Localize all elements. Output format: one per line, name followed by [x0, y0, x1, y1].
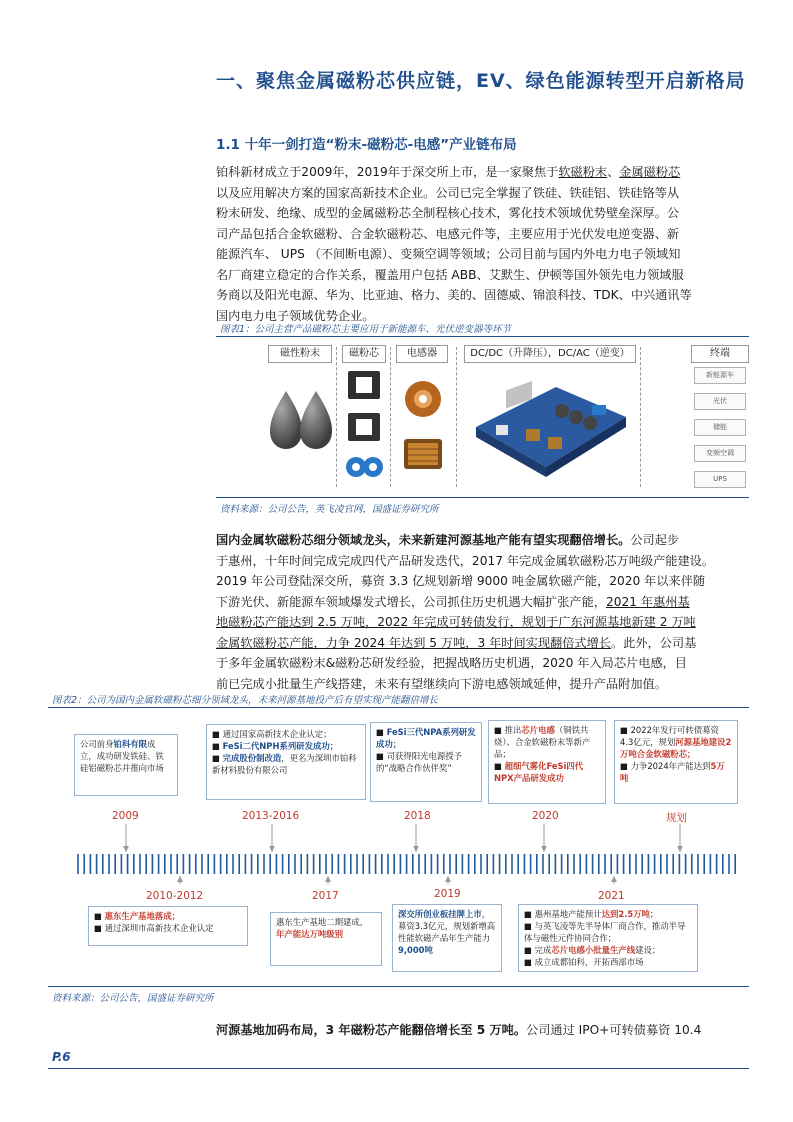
timeline-arrow — [413, 846, 419, 852]
box-text: 通过深圳市高新技术企业认定 — [104, 923, 214, 933]
box-text: 与英飞凌等先半导体厂商合作，推动半导体与磁性元件协同合作； — [524, 921, 686, 943]
para2-text: 于多年金属软磁粉末&磁粉芯研发经验，把握战略历史机遇，2020 年入局芯片电感，目 — [216, 656, 687, 670]
terminal-ev: 新能源车 — [694, 367, 746, 384]
intro-paragraph — [216, 162, 749, 326]
paragraph-2 — [216, 530, 749, 694]
box-text: FeSi二代NPH系列研发成功； — [222, 741, 339, 751]
box-text: 年产能达万吨级 — [276, 929, 335, 939]
header-dcdc: DC/DC（升降压），DC/AC（逆变） — [464, 345, 636, 363]
box-text: 铂科有限 — [113, 739, 147, 749]
divider — [48, 986, 749, 987]
box-text: 司获得阳光电源授予的“战略合作伙伴奖” — [376, 751, 462, 773]
box-text: 芯片电感小批量生产线 — [551, 945, 636, 955]
para2-text: 前已完成小批量生产线搭建，未来有望继续向下游电感领域延伸，提升产品附加值。 — [216, 676, 667, 691]
year-label: 2009 — [112, 810, 139, 822]
intro-text: 软磁粉末 — [558, 165, 608, 179]
box-text: 深交所创业板挂牌上市 — [398, 909, 482, 919]
box-text: 别 — [334, 929, 343, 939]
section-heading: 一、聚焦金属磁粉芯供应链，EV、绿色能源转型开启新格局 — [216, 70, 746, 92]
year-label: 2018 — [404, 810, 431, 822]
circuit-board-image — [466, 367, 634, 485]
timeline-axis — [48, 824, 758, 884]
para3-bold: 河源基地加码布局，3 年磁粉芯产能翻倍增长至 5 万吨。 — [216, 1023, 527, 1037]
timeline-arrow — [445, 876, 451, 882]
intro-text: 名厂商建立稳定的合作关系，覆盖用户包括 ABB、艾默生、伊顿等国外领先电力领域服 — [216, 267, 684, 282]
para2-text: 2019 年公司登陆深交所，募资 3.3 亿规划新增 9000 吨金属软磁产能，2020 年以来伴随 — [216, 574, 706, 588]
timeline-arrow — [325, 876, 331, 882]
year-label: 2019 — [434, 888, 461, 900]
box-text: 惠东生产基地二期建成， — [276, 917, 369, 927]
para2-text: 地磁粉芯产能达到 2.5 万吨，2022 年完成可转债发行，规划于广东河源基地新建 2 万吨 — [216, 615, 696, 629]
divider — [48, 707, 749, 708]
para2-bold: 国内金属软磁粉芯细分领域龙头，未来新建河源基地产能有望实现翻倍增长。 — [216, 533, 631, 547]
box-text: 建设； — [635, 945, 661, 955]
header-magnetic-powder: 磁性粉末 — [268, 345, 332, 363]
timeline-arrow — [269, 846, 275, 852]
timeline-box-2021: ■ 惠州基地产能预计达到2.5万吨； ■ 与英飞凌等先半导体厂商合作，推动半导体与磁性元件协同合作； ■ 完成芯片电感小批量生产线建设； ■ 成立成都铂科，开拓西部市场 — [518, 904, 698, 972]
intro-text: 务商以及阳光电源、华为、比亚迪、格力、美的、固德威、锦浪科技、TDK、中兴通讯等 — [216, 288, 692, 302]
divider — [216, 336, 749, 337]
year-label: 规划 — [666, 812, 687, 824]
box-text: 惠东生产基地落成； — [104, 911, 180, 921]
box-text: 芯片电感 — [521, 725, 555, 735]
para3-text: 公司通过 IPO+可转债募资 10.4 — [526, 1023, 702, 1037]
divider — [336, 347, 337, 487]
box-text: 推出 — [504, 725, 522, 735]
year-label: 2021 — [598, 890, 625, 902]
para2-text: 。此外，公司基 — [610, 635, 697, 650]
divider — [48, 1068, 749, 1069]
intro-text: 铂科新材成立于2009年，2019年于深交所上市，是一家聚焦于 — [216, 165, 559, 179]
box-text: 2022年发行可转债募资4.3亿元，规划 — [620, 725, 719, 747]
timeline-box-2009 — [74, 734, 178, 796]
intro-text: 司产品包括合金软磁粉、合金软磁粉芯、电感元件等，主要应用于光伏发电逆变器、新 — [216, 226, 680, 241]
intro-text: 能源汽车、 UPS （不间断电源）、变频空调等领域；公司目前与国内外电力电子领域知 — [216, 247, 681, 261]
timeline-arrow — [611, 876, 617, 882]
timeline-arrow — [541, 846, 547, 852]
figure2-timeline — [48, 714, 758, 984]
intro-text: 金属磁粉芯 — [619, 165, 681, 179]
timeline-box-2017 — [270, 912, 382, 966]
box-text: 9,000吨 — [398, 945, 433, 955]
divider — [390, 347, 391, 487]
subsection-heading: 1.1 十年一剑打造“粉末-磁粉芯-电感”产业链布局 — [216, 137, 517, 153]
powder-image — [266, 385, 334, 455]
timeline-box-2013: ■ 通过国家高新技术企业认定； ■ FeSi二代NPH系列研发成功； ■ 完成股份制改造，更名为深圳市铂科新材料股份有限公司 — [206, 724, 366, 800]
para2-text: 公司起步 — [630, 533, 680, 547]
timeline-box-2010: ■ 惠东生产基地落成； ■ 通过深圳市高新技术企业认定 — [88, 906, 248, 946]
box-text: 通过国家高新技术企业认定； — [222, 729, 332, 739]
intro-text: 以及应用解决方案的国家高新技术企业。公司已完全掌握了铁硅、铁硅铝、铁硅铬等从 — [216, 185, 680, 200]
powder-core-image — [344, 367, 384, 485]
box-text: 达到2.5万吨 — [601, 909, 650, 919]
divider — [216, 497, 749, 498]
divider — [456, 347, 457, 487]
terminal-ups: UPS — [694, 471, 746, 488]
timeline-arrow — [177, 876, 183, 882]
intro-text: 、 — [607, 165, 620, 179]
para2-text: 金属软磁粉芯产能，力争 2024 年达到 5 万吨，3 年时间实现翻倍式增长 — [216, 635, 611, 650]
header-inductor: 电感器 — [396, 345, 448, 363]
figure1-source: 资料来源：公司公告，英飞凌官网，国盛证券研究所 — [220, 504, 439, 515]
terminal-storage: 储能 — [694, 419, 746, 436]
timeline-arrow — [123, 846, 129, 852]
header-powder-core: 磁粉芯 — [342, 345, 386, 363]
box-text: FeSi三代NPA系列研发成功； — [376, 727, 476, 749]
box-text: （铜铁共烧）、合金软磁粉末等新产品； — [494, 725, 591, 759]
figure1-caption: 图表1：公司主营产品磁粉芯主要应用于新能源车、光伏逆变器等环节 — [220, 324, 512, 335]
box-text: 5万吨 — [620, 761, 725, 783]
terminal-ac: 变频空调 — [694, 445, 746, 462]
timeline-box-plan: ■ 2022年发行可转债募资4.3亿元，规划河源基地建设2万吨合金软磁粉芯； ■ 力争2024年产能达到5万吨 — [614, 720, 738, 804]
para2-text: 于惠州，十年时间完成完成四代产品研发迭代，2017 年完成金属软磁粉芯万吨级产能建设。 — [216, 553, 715, 568]
box-text: 完成 — [534, 945, 552, 955]
timeline-box-2018: ■ FeSi三代NPA系列研发成功； ■ 司获得阳光电源授予的“战略合作伙伴奖” — [370, 722, 482, 802]
box-text: 惠州基地产能预计 — [534, 909, 602, 919]
figure2-source: 资料来源：公司公告，国盛证券研究所 — [52, 993, 214, 1004]
box-text: ，募资3.3亿元，规划新增高性能软磁产品年生产能力 — [398, 909, 496, 943]
para2-text: 下游光伏、新能源车领域爆发式增长，公司抓住历史机遇大幅扩张产能， — [216, 594, 606, 609]
inductor-image — [398, 367, 448, 485]
figure2-caption: 图表2：公司为国内金属软磁粉芯细分领域龙头，未来河源基地投产后有望实现产能翻倍增长 — [52, 695, 439, 706]
figure1-supply-chain — [216, 345, 749, 493]
para2-text: 2021 年惠州基 — [606, 594, 690, 609]
year-label: 2017 — [312, 890, 339, 902]
intro-text: 粉末研发、绝缘、成型的金属磁粉芯全制程核心技术，雾化技术领域优势壁垒深厚。公 — [216, 206, 680, 220]
box-text: 成立成都铂科，开拓西部市场 — [534, 957, 644, 967]
box-text: ，更名为深圳市铂科新材料股份有限公司 — [212, 753, 357, 775]
paragraph-3 — [216, 1021, 756, 1038]
year-label: 2010-2012 — [146, 890, 204, 902]
box-text: 河源基地建设2万吨合金软磁粉芯； — [620, 737, 732, 759]
box-text: 超细气雾化FeSi四代NPX产品研发成功 — [494, 761, 584, 783]
terminal-pv: 光伏 — [694, 393, 746, 410]
box-text: 公司前身 — [80, 739, 114, 749]
box-text: 成立，成功研发铁硅、铁硅铝磁粉芯并推向市场 — [80, 739, 164, 773]
timeline-arrow — [677, 846, 683, 852]
year-label: 2020 — [532, 810, 559, 822]
timeline-box-2019 — [392, 904, 502, 972]
divider — [640, 347, 641, 487]
year-label: 2013-2016 — [242, 810, 300, 822]
box-text: 力争2024年产能达到 — [630, 761, 711, 771]
page-number: P.6 — [52, 1050, 71, 1064]
header-terminal: 终端 — [691, 345, 749, 363]
box-text: 完成股份制改造 — [222, 753, 282, 763]
intro-text: 国内电力电子领域优势企业。 — [216, 308, 375, 323]
timeline-box-2020: ■ 推出芯片电感（铜铁共烧）、合金软磁粉末等新产品； ■ 超细气雾化FeSi四代NPX产品研发成功 — [488, 720, 606, 804]
box-text: ； — [649, 909, 659, 919]
